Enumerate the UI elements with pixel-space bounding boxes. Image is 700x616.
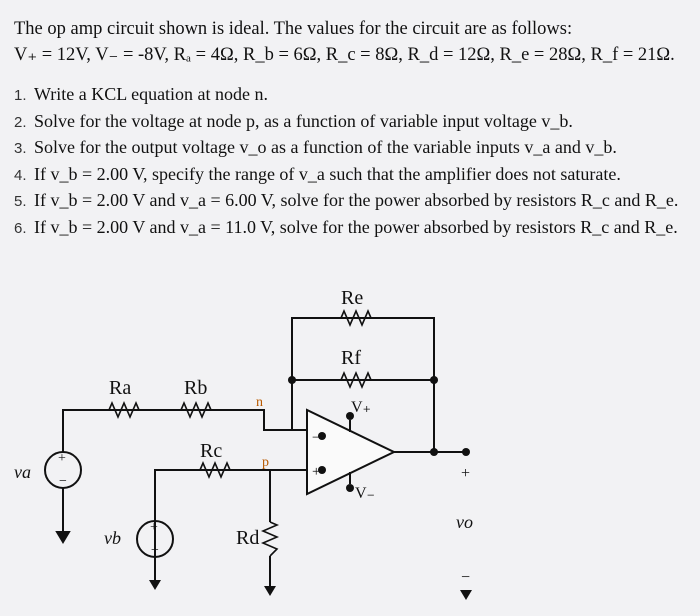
task-item (14, 135, 694, 162)
ground-arrow-icon (57, 532, 69, 542)
task-item (14, 215, 694, 242)
task-item (14, 188, 694, 215)
task-text: If v_b = 2.00 V and v_a = 11.0 V, solve for the power absorbed by resistors R_c and R_e. (34, 216, 678, 237)
node-p-label: p (262, 455, 269, 470)
op-amp-circuit-diagram (0, 270, 700, 616)
va-plus-sign: + (58, 451, 66, 466)
output-ground-arrow-icon (460, 590, 472, 600)
task-text: Write a KCL equation at node n. (34, 84, 269, 104)
vo-label: vo (456, 512, 473, 532)
task-number: 1. (14, 87, 27, 104)
vminus-label: V₋ (355, 485, 375, 502)
task-item (14, 109, 694, 136)
rd-resistor (263, 522, 277, 556)
rf-label: Rf (341, 347, 361, 369)
task-text: If v_b = 2.00 V, specify the range of v_a such that the amplifier does not saturate. (34, 163, 621, 184)
ground-arrow-icon (264, 586, 276, 596)
junction-dot (288, 376, 296, 384)
task-number: 2. (14, 113, 27, 131)
task-text: Solve for the voltage at node p, as a function of variable input voltage v_b. (34, 110, 573, 131)
re-label: Re (341, 287, 364, 309)
task-number: 6. (14, 219, 27, 237)
vb-plus-sign: + (150, 520, 158, 535)
task-text: If v_b = 2.00 V and v_a = 6.00 V, solve for the power absorbed by resistors R_c and R_e. (34, 190, 679, 211)
task-number: 5. (14, 193, 27, 211)
vminus-dot (346, 484, 354, 492)
task-number: 3. (14, 140, 27, 158)
va-minus-sign: − (59, 474, 67, 489)
problem-intro (14, 16, 689, 68)
vplus-label: V₊ (351, 399, 371, 416)
rd-label: Rd (236, 527, 260, 549)
task-item (14, 162, 694, 189)
vo-minus-sign: − (461, 569, 471, 586)
ground-arrow-icon (149, 580, 161, 590)
rb-label: Rb (184, 377, 208, 399)
node-n-wire (63, 410, 322, 452)
va-label: va (14, 462, 31, 482)
task-list (14, 82, 694, 242)
task-item (14, 82, 694, 109)
junction-dot (430, 376, 438, 384)
rc-label: Rc (200, 440, 223, 462)
node-n-label: n (256, 395, 263, 410)
junction-dot (430, 448, 438, 456)
ra-label: Ra (109, 377, 132, 399)
task-text: Solve for the output voltage v_o as a function of the variable inputs v_a and v_b. (34, 137, 617, 158)
task-number: 4. (14, 166, 27, 184)
vb-minus-sign: − (151, 543, 159, 558)
opamp-plus-input: + (312, 464, 321, 480)
problem-statement: The op amp circuit shown is ideal. The values for the circuit are as follows: (14, 19, 573, 39)
circuit-values: V₊ = 12V, V₋ = -8V, Rₐ = 4Ω, R_b = 6Ω, R_c = 8Ω, R_d = 12Ω, R_e = 28Ω, R_f = 21Ω. (14, 45, 675, 65)
output-terminal-dot (462, 448, 470, 456)
vo-plus-sign: + (461, 465, 471, 482)
vb-label: vb (104, 528, 121, 548)
opamp-minus-input: − (312, 430, 321, 446)
